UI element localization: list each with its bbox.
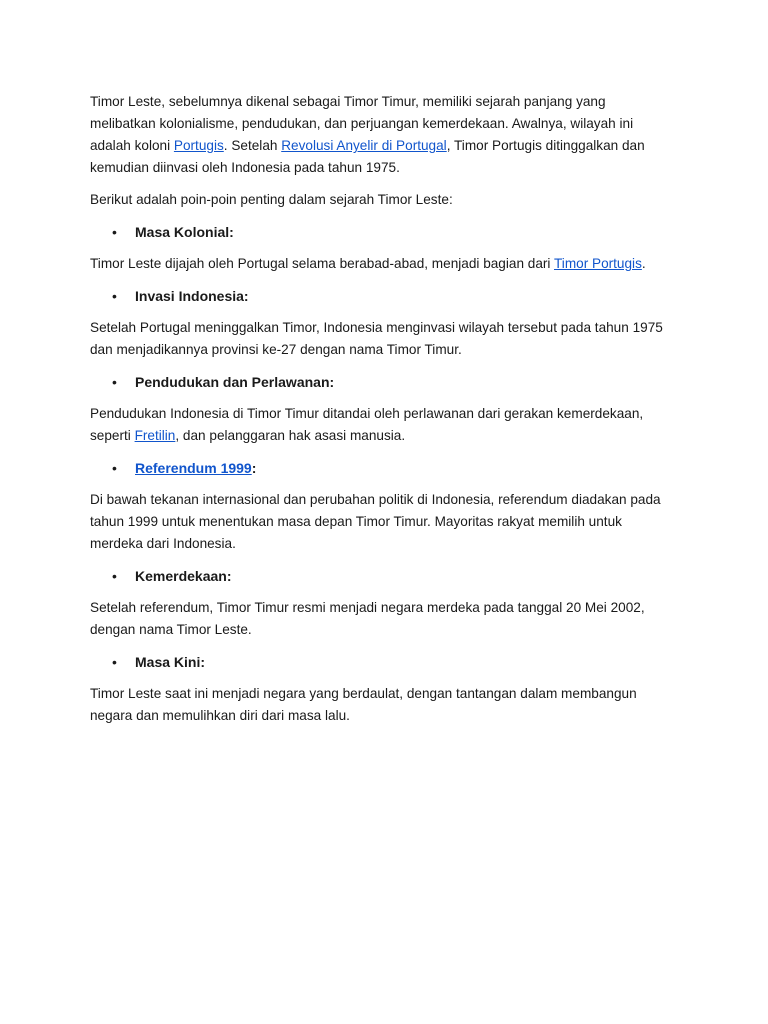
document-body [90,91,675,737]
bullet-heading-masa-kini [90,651,675,673]
section-text: Timor Leste dijajah oleh Portugal selama berabad-abad, menjadi bagian dari [90,256,554,271]
heading-text: Kemerdekaan: [135,568,232,584]
section-paragraph-kemerdekaan: Setelah referendum, Timor Timur resmi menjadi negara merdeka pada tanggal 20 Mei 2002, dengan nama Timor Leste. [90,600,645,637]
link-fretilin[interactable]: Fretilin [134,428,176,443]
section-text: . [641,256,646,271]
section-text: , dan pelanggaran hak asasi manusia. [175,428,406,443]
intro-paragraph [90,91,675,179]
heading-text: Masa Kini: [135,654,206,670]
section-paragraph-masa-kini: Timor Leste saat ini menjadi negara yang berdaulat, dengan tantangan dalam membangun negara dan memulihkan diri dari masa lalu. [90,686,637,723]
link-referendum-1999[interactable]: Referendum 1999 [135,460,252,476]
bullet-dot: • [112,224,117,240]
heading-text: Masa Kolonial: [135,224,234,240]
section-paragraph-masa-kolonial [90,253,675,275]
link-portugis[interactable]: Portugis [173,138,224,153]
bullet-heading-invasi-indonesia [90,285,675,307]
lead-paragraph: Berikut adalah poin-poin penting dalam sejarah Timor Leste: [90,192,453,207]
section-text: Pendudukan Indonesia di Timor Timur ditandai oleh perlawanan dari gerakan kemerdekaan, seperti [90,406,644,443]
intro-text-3: , Timor Portugis ditinggalkan dan kemudian diinvasi oleh Indonesia pada tahun 1975. [90,138,645,175]
link-timor-portugis[interactable]: Timor Portugis [554,256,642,271]
bullet-heading-referendum [90,457,675,479]
bullet-dot: • [112,374,117,390]
heading-text: Invasi Indonesia: [135,288,249,304]
link-revolusi-anyelir[interactable]: Revolusi Anyelir di Portugal [281,138,447,153]
intro-text-2: . Setelah [223,138,282,153]
bullet-heading-masa-kolonial [90,221,675,243]
section-paragraph-pendudukan [90,403,675,447]
heading-text: Pendudukan dan Perlawanan: [135,374,335,390]
intro-text-1: Timor Leste, sebelumnya dikenal sebagai Timor Timur, memiliki sejarah panjang yang melibatkan kolonialisme, pendudukan, dan perjuangan kemerdekaan. Awalnya, wilayah ini adalah koloni [90,94,634,153]
bullet-dot: • [112,288,117,304]
section-paragraph-referendum: Di bawah tekanan internasional dan perubahan politik di Indonesia, referendum diadakan pada tahun 1999 untuk menentukan masa depan Timor Timur. Mayoritas rakyat memilih untuk merdeka dari Indonesia. [90,492,661,551]
bullet-dot: • [112,568,117,584]
bullet-heading-pendudukan [90,371,675,393]
section-paragraph-invasi-indonesia: Setelah Portugal meninggalkan Timor, Indonesia menginvasi wilayah tersebut pada tahun 1975 dan menjadikannya provinsi ke-27 dengan nama Timor Timur. [90,320,663,357]
bullet-dot: • [112,460,117,476]
bullet-heading-kemerdekaan [90,565,675,587]
heading-suffix: : [251,460,257,476]
bullet-dot: • [112,654,117,670]
